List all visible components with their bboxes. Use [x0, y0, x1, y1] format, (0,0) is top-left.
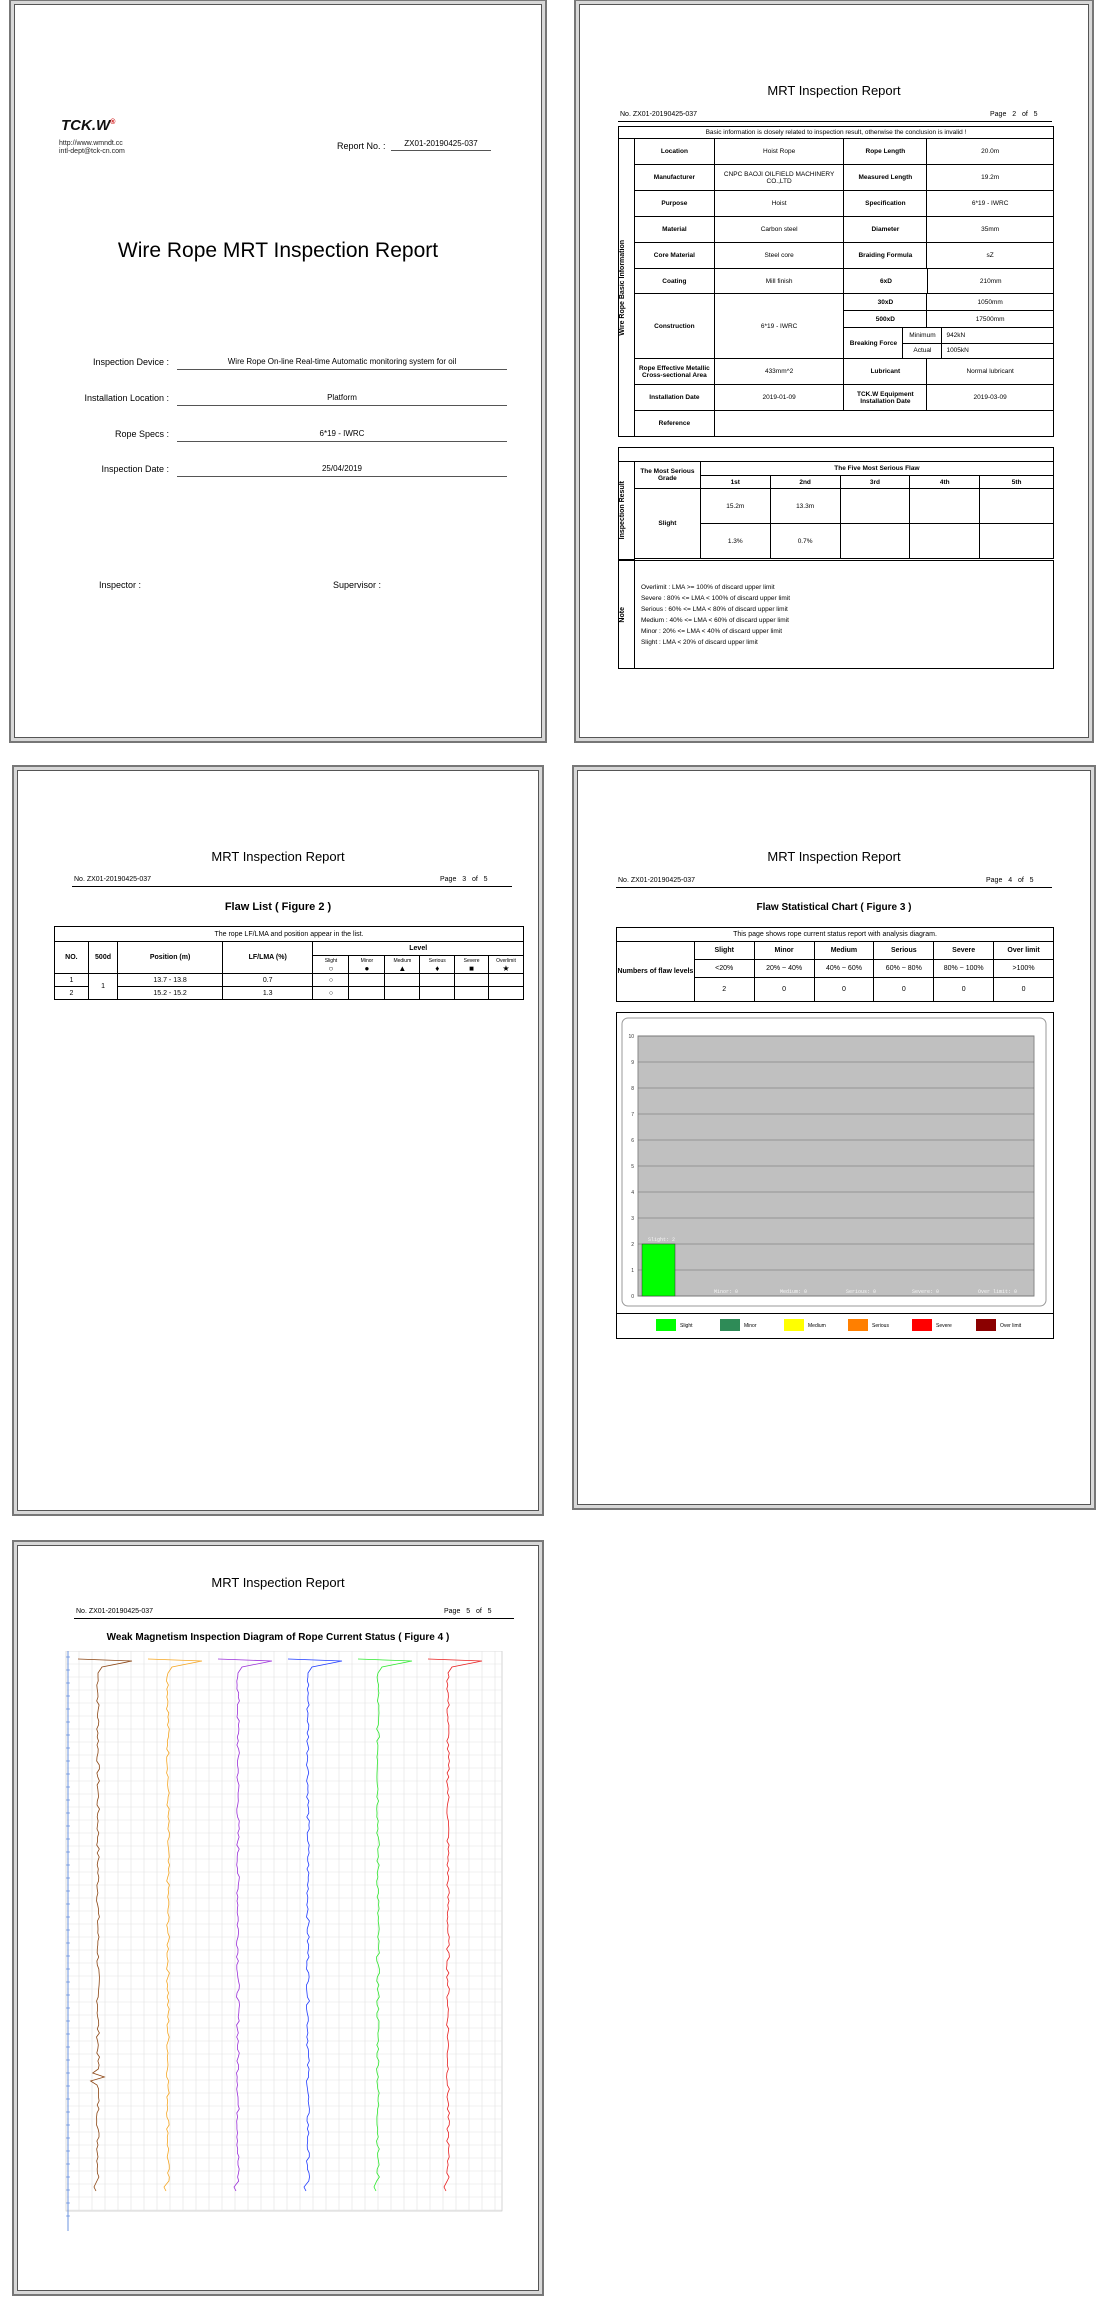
length-multiples-cell	[844, 269, 1054, 294]
y-tick-label: 5	[631, 1164, 634, 1170]
page-title: MRT Inspection Report	[767, 83, 901, 98]
count-severe: 0	[934, 978, 994, 1002]
header-no: NO.	[55, 942, 89, 974]
basic-info-table	[618, 126, 1054, 437]
material-label: Material	[634, 217, 714, 243]
header-rule	[618, 121, 1052, 122]
rank-3: 3rd	[840, 476, 910, 489]
d6-label: 6xD	[844, 269, 928, 293]
range-medium: 40% ~ 60%	[814, 960, 874, 978]
flaw-statistics-page	[577, 770, 1091, 1505]
material-value: Carbon steel	[714, 217, 844, 243]
row-no: 1	[55, 974, 89, 987]
cover-page	[14, 4, 542, 738]
legend-label: Medium	[808, 1323, 826, 1329]
page-title: MRT Inspection Report	[211, 849, 345, 864]
level-name: Minor	[360, 957, 374, 964]
level-overlimit	[489, 956, 524, 974]
report-no-value: ZX01-20190425-037	[391, 139, 491, 151]
col-slight: Slight	[694, 942, 754, 960]
col-minor: Minor	[754, 942, 814, 960]
page-number: 4	[1008, 877, 1013, 884]
header-position: Position (m)	[118, 942, 223, 974]
section-basic-label: Wire Rope Basic Information	[619, 239, 626, 336]
row-no: 2	[55, 987, 89, 1000]
flaw-list-table	[54, 926, 524, 1000]
legend-label: Slight	[680, 1323, 693, 1329]
section-result-label: Inspection Result	[619, 481, 626, 540]
header-level: Level	[313, 942, 524, 956]
minimum-value: 942kN	[942, 328, 1053, 343]
header-rule	[74, 1618, 514, 1619]
page-title: MRT Inspection Report	[767, 849, 901, 864]
range-slight: <20%	[694, 960, 754, 978]
bar-data-label: Severe: 0	[912, 1289, 940, 1295]
header-lf-lma: LF/LMA (%)	[222, 942, 313, 974]
doc-number: No. ZX01-20190425-037	[74, 876, 152, 883]
page-label: Page	[986, 877, 1003, 884]
specification-value: 6*19 - IWRC	[927, 191, 1054, 217]
note-slight: Slight : LMA < 20% of discard upper limit	[640, 638, 758, 646]
lubricant-label: Lubricant	[844, 359, 927, 385]
flaw-5-percent	[980, 524, 1054, 559]
header-500d: 500d	[88, 942, 117, 974]
flaw-1-percent: 1.3%	[700, 524, 770, 559]
page-number: 3	[462, 876, 467, 883]
level-serious	[420, 956, 455, 974]
range-serious: 60% ~ 80%	[874, 960, 934, 978]
company-website[interactable]: http://www.wmndt.cc	[59, 140, 123, 147]
y-tick-label: 6	[631, 1138, 634, 1144]
level-name: Slight	[324, 957, 338, 964]
flaw-2-position: 13.3m	[770, 489, 840, 524]
diameter-label: Diameter	[844, 217, 927, 243]
y-tick-label: 10	[628, 1034, 634, 1040]
count-minor: 0	[754, 978, 814, 1002]
cross-area-label: Rope Effective Metallic Cross-sectional Area	[634, 359, 714, 385]
legend-swatch	[656, 1319, 676, 1331]
legend-swatch	[784, 1319, 804, 1331]
flaw-4-percent	[910, 524, 980, 559]
y-tick-label: 4	[631, 1190, 634, 1196]
breaking-force-table	[844, 328, 1053, 358]
total-pages: 5	[1029, 877, 1034, 884]
rank-2: 2nd	[770, 476, 840, 489]
field-value-device: Wire Rope On-line Real-time Automatic monitoring system for oil	[177, 357, 507, 370]
doc-number: No. ZX01-20190425-037	[620, 111, 698, 118]
construction-value: 6*19 - IWRC	[714, 294, 844, 359]
rank-5: 5th	[980, 476, 1054, 489]
flaw-list-page	[17, 770, 539, 1511]
logo-reg: ®	[110, 119, 116, 126]
notes-cell	[634, 561, 1053, 669]
row-lf: 0.7	[222, 974, 313, 987]
range-over-limit: >100%	[994, 960, 1054, 978]
measured-length-label: Measured Length	[844, 165, 927, 191]
legend-swatch	[720, 1319, 740, 1331]
page-label: Page	[440, 876, 457, 883]
level-name: Serious	[428, 957, 446, 964]
field-value-date: 25/04/2019	[177, 464, 507, 477]
slight-marker-icon: ○	[313, 974, 349, 987]
col-medium: Medium	[814, 942, 874, 960]
count-serious: 0	[874, 978, 934, 1002]
report-title: Wire Rope MRT Inspection Report	[117, 239, 439, 262]
field-value-location: Platform	[177, 393, 507, 406]
diameter-value: 35mm	[927, 217, 1054, 243]
page-number: 5	[466, 1608, 471, 1615]
most-serious-grade-label: The Most Serious Grade	[634, 462, 700, 489]
square-icon: ■	[469, 963, 475, 973]
y-tick-label: 1	[631, 1268, 634, 1274]
total-pages: 5	[487, 1608, 492, 1615]
inspector-label: Inspector :	[99, 580, 142, 590]
y-tick-label: 7	[631, 1112, 634, 1118]
slight-marker-icon: ○	[313, 987, 349, 1000]
range-severe: 80% ~ 100%	[934, 960, 994, 978]
flaw-5-position	[980, 489, 1054, 524]
bar-data-label: Minor: 0	[714, 1289, 739, 1295]
d500-value: 17500mm	[927, 311, 1054, 328]
circle-filled-icon: ●	[364, 963, 370, 973]
header-rule	[616, 887, 1052, 888]
total-pages: 5	[483, 876, 488, 883]
chart-legend	[616, 1312, 1052, 1338]
flaw-3-position	[840, 489, 910, 524]
of-label: of	[1021, 111, 1028, 118]
d30-label: 30xD	[844, 294, 927, 311]
braiding-label: Braiding Formula	[844, 243, 927, 269]
d6-table	[844, 269, 1053, 293]
level-severe	[455, 956, 489, 974]
lubricant-value: Normal lubricant	[927, 359, 1054, 385]
level-name: Medium	[393, 957, 412, 964]
y-tick-label: 2	[631, 1242, 634, 1248]
flaw-2-percent: 0.7%	[770, 524, 840, 559]
bar	[642, 1244, 675, 1296]
actual-label: Actual	[903, 343, 942, 358]
breaking-force-cell	[844, 328, 1054, 359]
rank-4: 4th	[910, 476, 980, 489]
section-note-label: Note	[619, 606, 626, 623]
page-indicator	[990, 111, 1038, 118]
rope-length-value: 20.0m	[927, 139, 1054, 165]
construction-label: Construction	[634, 294, 714, 359]
statistics-caption: This page shows rope current status report with analysis diagram.	[617, 928, 1054, 942]
company-email[interactable]: intl-dept@tck-cn.com	[59, 148, 125, 155]
col-serious: Serious	[874, 942, 934, 960]
core-material-label: Core Material	[634, 243, 714, 269]
d6-value: 210mm	[979, 277, 1002, 285]
rope-length-label: Rope Length	[844, 139, 927, 165]
row-lf: 1.3	[222, 987, 313, 1000]
legend-label: Severe	[936, 1323, 952, 1329]
page-label: Page	[444, 1608, 461, 1615]
bar-data-label: Serious: 0	[846, 1289, 877, 1295]
reference-value	[714, 411, 1053, 437]
y-tick-label: 3	[631, 1216, 634, 1222]
diamond-icon: ♦	[435, 963, 440, 973]
equipment-install-value: 2019-03-09	[927, 385, 1054, 411]
location-value: Hoist Rope	[714, 139, 844, 165]
page-number: 2	[1012, 111, 1017, 118]
col-severe: Severe	[934, 942, 994, 960]
flaw-3-percent	[840, 524, 910, 559]
page-label: Page	[990, 111, 1007, 118]
page-indicator	[986, 877, 1034, 884]
circle-open-icon: ○	[328, 963, 334, 973]
purpose-value: Hoist	[714, 191, 844, 217]
note-medium: Medium : 40% <= LMA < 60% of discard upper limit	[640, 616, 789, 624]
field-label-date: Inspection Date :	[101, 464, 169, 474]
notice-text: Basic information is closely related to inspection result, otherwise the conclusion is invalid !	[619, 127, 1054, 139]
reference-label: Reference	[634, 411, 714, 437]
field-label-rope-specs: Rope Specs :	[114, 429, 169, 439]
row-position: 13.7 - 13.8	[118, 974, 223, 987]
measured-length-value: 19.2m	[927, 165, 1054, 191]
section-basic-info	[619, 139, 635, 437]
doc-number: No. ZX01-20190425-037	[618, 877, 696, 884]
bar-data-label: Over limit: 0	[978, 1289, 1018, 1295]
level-name: Severe	[463, 957, 480, 964]
notes-table	[618, 560, 1054, 669]
statistics-title: Flaw Statistical Chart ( Figure 3 )	[756, 902, 912, 913]
level-slight	[313, 956, 349, 974]
table-row	[55, 974, 524, 987]
page-title: MRT Inspection Report	[211, 1575, 345, 1590]
actual-value: 1005kN	[946, 347, 969, 355]
specification-label: Specification	[844, 191, 927, 217]
flaw-levels-label: Numbers of flaw levels	[617, 942, 695, 1002]
d500-label: 500xD	[844, 311, 927, 328]
company-logo	[61, 117, 115, 134]
doc-number: No. ZX01-20190425-037	[76, 1608, 154, 1615]
col-over-limit: Over limit	[994, 942, 1054, 960]
note-overlimit: Overlimit : LMA >= 100% of discard upper limit	[640, 583, 775, 591]
five-flaw-label: The Five Most Serious Flaw	[700, 462, 1053, 476]
level-minor	[349, 956, 385, 974]
magnetism-trace-chart	[62, 1651, 508, 2236]
manufacturer-value: CNPC BAOJI OILFIELD MACHINERY CO.,LTD	[714, 165, 844, 191]
section-result	[619, 462, 635, 560]
most-serious-grade-value: Slight	[634, 489, 700, 559]
note-minor: Minor : 20% <= LMA < 40% of discard upper limit	[640, 627, 783, 635]
core-material-value: Steel core	[714, 243, 844, 269]
installation-date-label: Installation Date	[634, 385, 714, 411]
logo-text: TCK.W	[61, 117, 111, 134]
basic-info-page	[579, 4, 1089, 738]
location-label: Location	[634, 139, 714, 165]
coating-value: Mill finish	[714, 269, 844, 294]
flaw-bar-chart	[616, 1012, 1052, 1312]
d30-value: 1050mm	[927, 294, 1054, 311]
legend-label: Over limit	[1000, 1323, 1022, 1329]
count-slight: 2	[694, 978, 754, 1002]
installation-date-value: 2019-01-09	[714, 385, 844, 411]
braiding-value: sZ	[927, 243, 1054, 269]
field-value-rope-specs: 6*19 - IWRC	[177, 429, 507, 442]
diagram-grid-frame	[66, 1651, 502, 2211]
manufacturer-label: Manufacturer	[634, 165, 714, 191]
statistics-table	[616, 927, 1054, 1002]
y-tick-label: 8	[631, 1086, 634, 1092]
result-spacer	[619, 448, 1054, 462]
note-serious: Serious : 60% <= LMA < 80% of discard upper limit	[640, 605, 788, 613]
y-tick-label: 9	[631, 1060, 634, 1066]
y-tick-label: 0	[631, 1294, 634, 1300]
cross-area-value: 433mm^2	[714, 359, 844, 385]
star-icon: ★	[502, 963, 510, 973]
legend-swatch	[976, 1319, 996, 1331]
coating-label: Coating	[634, 269, 714, 294]
flaw-list-caption: The rope LF/LMA and position appear in the list.	[55, 927, 524, 942]
flaw-1-position: 15.2m	[700, 489, 770, 524]
flaw-4-position	[910, 489, 980, 524]
rank-1: 1st	[700, 476, 770, 489]
header-rule	[72, 886, 512, 887]
bar-data-label: Slight: 2	[648, 1237, 676, 1243]
section-note	[619, 561, 635, 669]
level-medium	[385, 956, 420, 974]
of-label: of	[475, 1608, 482, 1615]
field-label-device: Inspection Device :	[92, 357, 169, 367]
inspection-result-table	[618, 447, 1054, 560]
total-pages: 5	[1033, 111, 1038, 118]
of-label: of	[1017, 877, 1024, 884]
row-500d: 1	[88, 974, 117, 1000]
note-severe: Severe : 80% <= LMA < 100% of discard upper limit	[640, 594, 791, 602]
row-position: 15.2 - 15.2	[118, 987, 223, 1000]
count-medium: 0	[814, 978, 874, 1002]
table-row	[55, 987, 524, 1000]
magnetism-diagram-page	[17, 1545, 539, 2291]
count-over-limit: 0	[994, 978, 1054, 1002]
breaking-force-label: Breaking Force	[844, 328, 903, 358]
field-label-location: Installation Location :	[84, 393, 169, 403]
range-minor: 20% ~ 40%	[754, 960, 814, 978]
level-name: Overlimit	[496, 957, 516, 964]
of-label: of	[471, 876, 478, 883]
page-indicator	[440, 876, 488, 883]
flaw-list-title: Flaw List ( Figure 2 )	[224, 901, 332, 913]
purpose-label: Purpose	[634, 191, 714, 217]
equipment-install-label: TCK.W Equipment Installation Date	[844, 385, 927, 411]
legend-label: Minor	[744, 1323, 757, 1329]
legend-swatch	[912, 1319, 932, 1331]
report-no-label: Report No. :	[337, 141, 386, 151]
legend-label: Serious	[872, 1323, 889, 1329]
page-indicator	[444, 1608, 492, 1615]
triangle-icon: ▲	[398, 963, 407, 973]
legend-swatch	[848, 1319, 868, 1331]
minimum-label: Minimum	[903, 328, 942, 343]
bar-data-label: Medium: 0	[780, 1289, 808, 1295]
magnetism-title: Weak Magnetism Inspection Diagram of Rope Current Status ( Figure 4 )	[106, 1632, 450, 1643]
supervisor-label: Supervisor :	[333, 580, 382, 590]
